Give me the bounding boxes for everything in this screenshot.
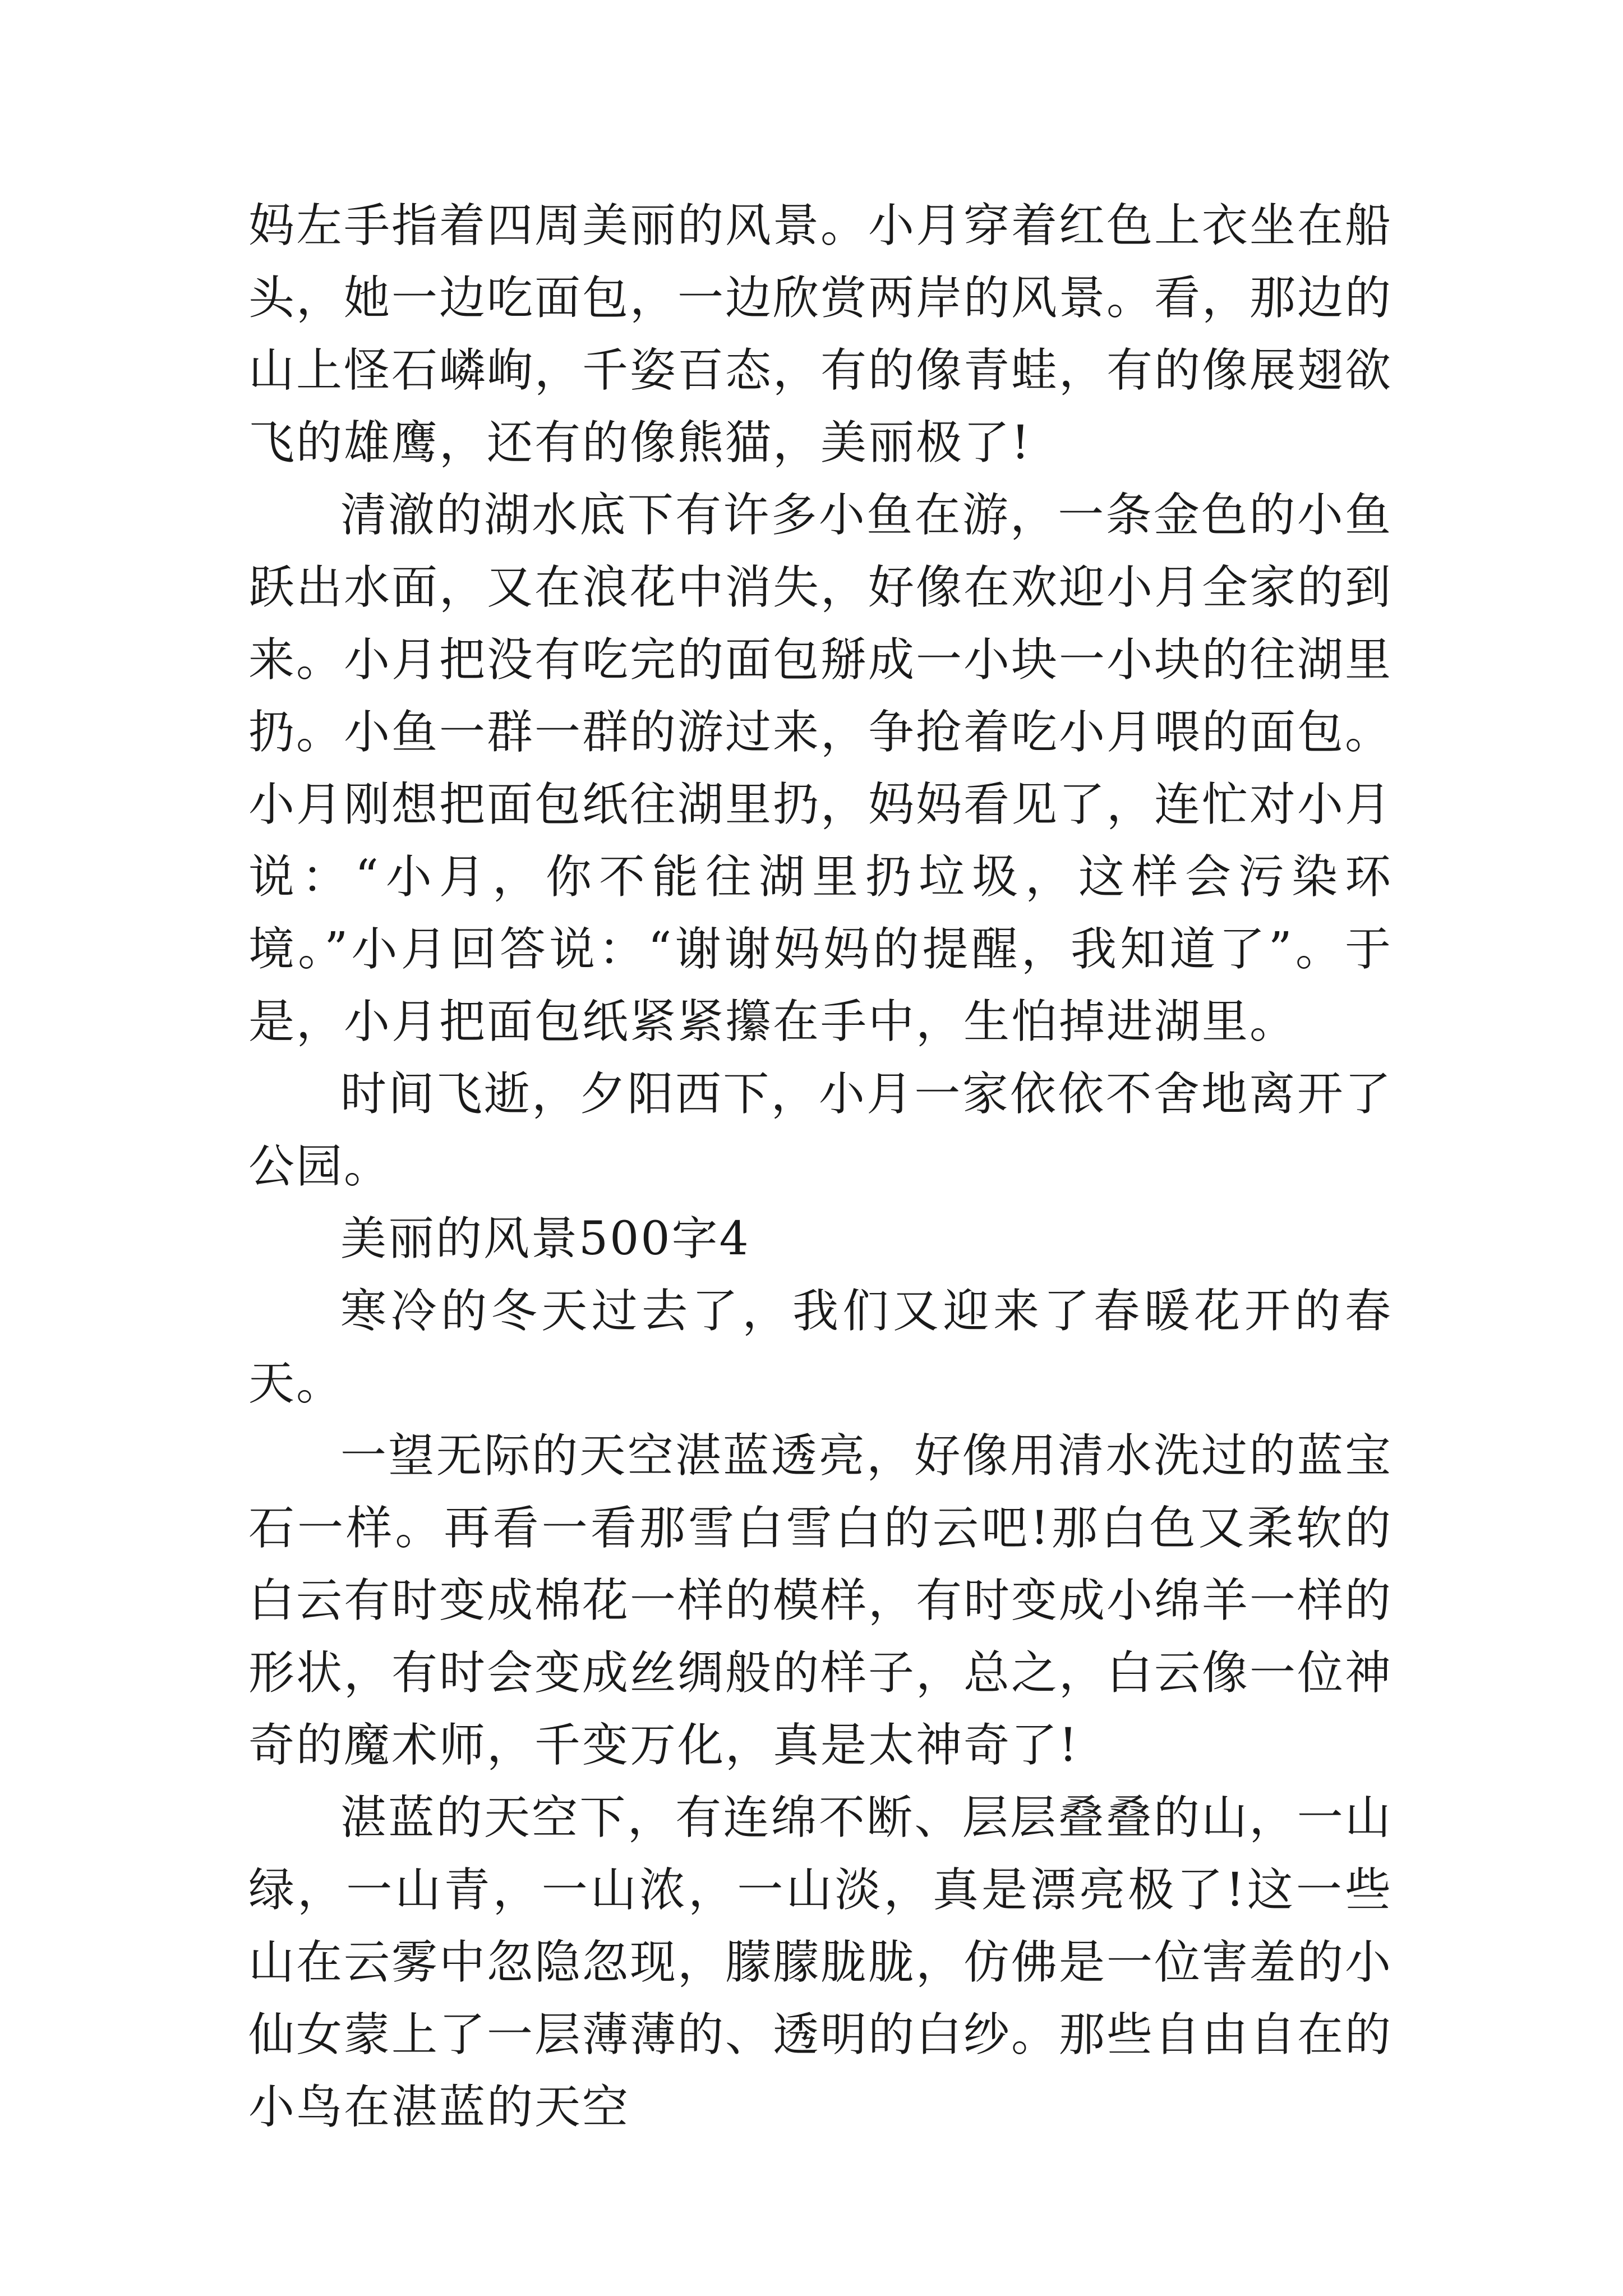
- paragraph-winter: 寒冷的冬天过去了，我们又迎来了春暖花开的春天。: [248, 1285, 1393, 1410]
- paragraph-mountains: 湛蓝的天空下，有连绵不断、层层叠叠的山，一山绿，一山青，一山浓，一山淡，真是漂亮极了!这一些山在云雾中忽隐忽现，朦朦胧胧，仿佛是一位害羞的小仙女蒙上了一层薄薄的、透明的白纱。那些自由自在的小鸟在湛蓝的天空: [248, 1791, 1393, 2134]
- paragraph-continued: 妈左手指着四周美丽的风景。小月穿着红色上衣坐在船头，她一边吃面包，一边欣赏两岸的风景。看，那边的山上怪石嶙峋，千姿百态，有的像青蛙，有的像展翅欲飞的雄鹰，还有的像熊猫，美丽极了!: [248, 199, 1393, 470]
- document-body: [248, 190, 1393, 2143]
- section-heading: 美丽的风景500字4: [340, 1212, 750, 1266]
- paragraph-sunset: 时间飞逝，夕阳西下，小月一家依依不舍地离开了公园。: [248, 1068, 1393, 1193]
- paragraph-sky: 一望无际的天空湛蓝透亮，好像用清水洗过的蓝宝石一样。再看一看那雪白雪白的云吧!那白色又柔软的白云有时变成棉花一样的模样，有时变成小绵羊一样的形状，有时会变成丝绸般的样子，总之，白云像一位神奇的魔术师，千变万化，真是太神奇了!: [248, 1429, 1393, 1772]
- paragraph-lake: 清澈的湖水底下有许多小鱼在游，一条金色的小鱼跃出水面，又在浪花中消失，好像在欢迎小月全家的到来。小月把没有吃完的面包掰成一小块一小块的往湖里扔。小鱼一群一群的游过来，争抢着吃小月喂的面包。小月刚想把面包纸往湖里扔，妈妈看见了，连忙对小月说：“小月，你不能往湖里扔垃圾，这样会污染环境。”小月回答说：“谢谢妈妈的提醒，我知道了”。于是，小月把面包纸紧紧攥在手中，生怕掉进湖里。: [248, 489, 1393, 1048]
